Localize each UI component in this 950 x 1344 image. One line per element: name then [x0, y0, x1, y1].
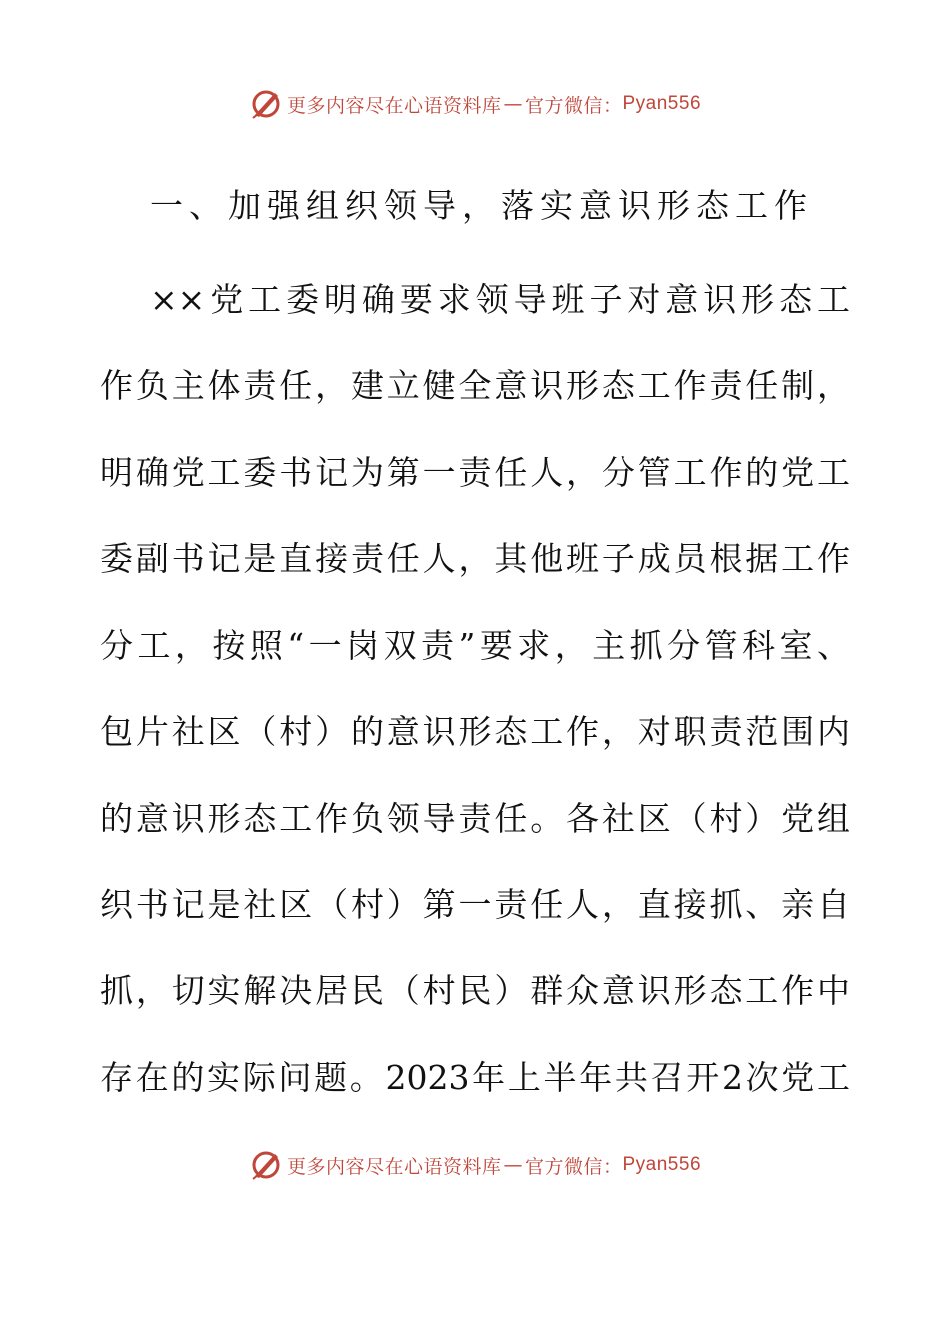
paragraph-line: 存在的实际问题。2023年上半年共召开2次党工	[100, 1058, 850, 1097]
banner-wechat-id: Pyan556	[622, 93, 702, 114]
paragraph-line: ××党工委明确要求领导班子对意识形态工	[150, 280, 850, 319]
paragraph-line: 分工，按照“一岗双责”要求，主抓分管科室、	[100, 626, 850, 665]
footer-banner	[0, 1143, 950, 1187]
quill-logo-icon	[249, 87, 283, 121]
banner-wechat-label: 官方微信：	[524, 94, 623, 117]
banner-wechat-id: Pyan556	[622, 1154, 702, 1175]
banner-dash: —	[503, 93, 523, 115]
banner-title: 更多内容尽在心语资料库	[286, 1155, 502, 1178]
paragraph-line: 包片社区（村）的意识形态工作，对职责范围内	[100, 712, 850, 751]
banner-title: 更多内容尽在心语资料库	[286, 94, 502, 117]
section-heading: 一、加强组织领导，落实意识形态工作	[150, 186, 813, 225]
paragraph-line: 织书记是社区（村）第一责任人，直接抓、亲自	[100, 885, 850, 924]
quill-logo-icon	[249, 1148, 283, 1182]
header-banner	[0, 82, 950, 126]
paragraph-line: 明确党工委书记为第一责任人，分管工作的党工	[100, 453, 850, 492]
paragraph-line: 作负主体责任，建立健全意识形态工作责任制，	[100, 366, 850, 405]
paragraph-line: 抓，切实解决居民（村民）群众意识形态工作中	[100, 971, 850, 1010]
banner-dash: —	[503, 1154, 523, 1176]
paragraph-line: 委副书记是直接责任人，其他班子成员根据工作	[100, 539, 850, 578]
banner-wechat-label: 官方微信：	[524, 1155, 623, 1178]
paragraph-line: 的意识形态工作负领导责任。各社区（村）党组	[100, 799, 850, 838]
